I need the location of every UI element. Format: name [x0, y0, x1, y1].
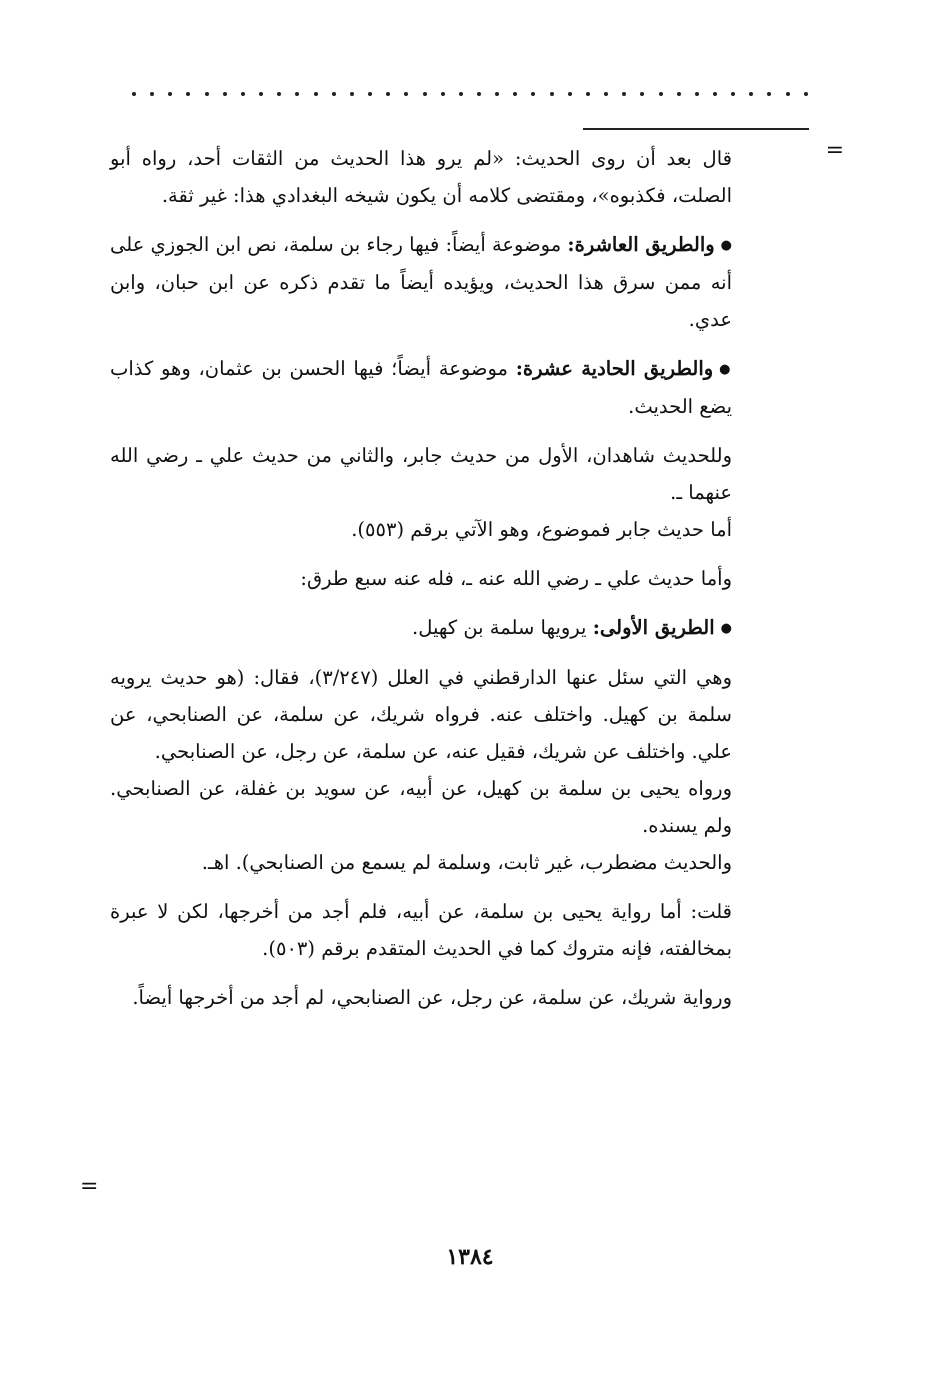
separator-dot [786, 92, 790, 96]
separator-dot [259, 92, 263, 96]
separator-dot [404, 92, 408, 96]
separator-dot [350, 92, 354, 96]
paragraph-heading: والطريق الحادية عشرة: [515, 357, 714, 380]
paragraph: وللحديث شاهدان، الأول من حديث جابر، والثاني من حديث علي ـ رضي الله عنهما ـ. [110, 444, 732, 504]
separator-dot [604, 92, 608, 96]
separator-dot [223, 92, 227, 96]
footnote-rule [583, 128, 809, 130]
separator-dot [132, 92, 136, 96]
separator-dot [386, 92, 390, 96]
separator-dot [749, 92, 753, 96]
separator-dot [186, 92, 190, 96]
separator-dot [314, 92, 318, 96]
separator-dot [731, 92, 735, 96]
separator-dot [550, 92, 554, 96]
separator-dot [150, 92, 154, 96]
paragraph: ورواية شريك، عن سلمة، عن رجل، عن الصنابحي، لم أجد من أخرجها أيضاً. [132, 986, 732, 1009]
separator-dot [622, 92, 626, 96]
separator-dot [495, 92, 499, 96]
separator-dot [459, 92, 463, 96]
separator-dot [277, 92, 281, 96]
separator-dot [368, 92, 372, 96]
paragraph-bullet: ● الطريق الأولى: يرويها سلمة بن كهيل. [110, 609, 732, 647]
separator-dot [168, 92, 172, 96]
separator-dot [531, 92, 535, 96]
separator-dot [477, 92, 481, 96]
separator-dot [205, 92, 209, 96]
separator-dot [640, 92, 644, 96]
separator-dot [423, 92, 427, 96]
separator-dot [695, 92, 699, 96]
separator-dot [586, 92, 590, 96]
separator-dot [568, 92, 572, 96]
paragraph: ورواه يحيى بن سلمة بن كهيل، عن أبيه، عن سويد بن غفلة، عن الصنابحي. ولم يسنده. [110, 777, 732, 837]
separator-dot [767, 92, 771, 96]
separator-dot [295, 92, 299, 96]
separator-dot [441, 92, 445, 96]
paragraph: قلت: أما رواية يحيى بن سلمة، عن أبيه، فلم أجد من أخرجها، لكن لا عبرة بمخالفته، فإنه متروك كما في الحديث المتقدم برقم (٥٠٣). [110, 900, 732, 960]
separator-dot [804, 92, 808, 96]
separator-dot [513, 92, 517, 96]
page-number: ١٣٨٤ [446, 1244, 494, 1270]
paragraph: أما حديث جابر فموضوع، وهو الآتي برقم (٥٥٣). [351, 518, 732, 541]
separator-dot [332, 92, 336, 96]
paragraph-heading: والطريق العاشرة: [567, 233, 715, 256]
continuation-mark-bottom: = [80, 1174, 99, 1199]
separator-dot [241, 92, 245, 96]
paragraph: والحديث مضطرب، غير ثابت، وسلمة لم يسمع من الصنابحي). اهـ. [201, 851, 732, 874]
footnote-body [110, 140, 732, 1028]
paragraph-bullet: ● والطريق العاشرة: موضوعة أيضاً: فيها رجاء بن سلمة، نص ابن الجوزي على أنه ممن سرق هذا الحديث، ويؤيده أيضاً ما تقدم ذكره عن ابن حبان، وابن عدي. [110, 226, 732, 338]
dotted-separator [132, 84, 808, 104]
separator-dot [659, 92, 663, 96]
paragraph: قال بعد أن روى الحديث: «لم يرو هذا الحديث من الثقات أحد، رواه أبو الصلت، فكذبوه»، ومقتضى كلامه أن يكون شيخه البغدادي هذا: غير ثقة. [110, 147, 732, 207]
separator-dot [713, 92, 717, 96]
paragraph: وأما حديث علي ـ رضي الله عنه ـ، فله عنه سبع طرق: [300, 567, 732, 590]
paragraph-heading: الطريق الأولى: [592, 616, 715, 639]
separator-dot [677, 92, 681, 96]
paragraph: وهي التي سئل عنها الدارقطني في العلل (٣/٢٤٧)، فقال: (هو حديث يرويه سلمة بن كهيل. واختلف عنه. فرواه شريك، عن سلمة، عن الصنابحي، عن علي. واختلف عن شريك، فقيل عنه، عن سلمة، عن رجل، عن الصنابحي. [110, 666, 732, 763]
continuation-mark-top: = [825, 138, 844, 163]
paragraph-bullet: ● والطريق الحادية عشرة: موضوعة أيضاً؛ فيها الحسن بن عثمان، وهو كذاب يضع الحديث. [110, 350, 732, 425]
